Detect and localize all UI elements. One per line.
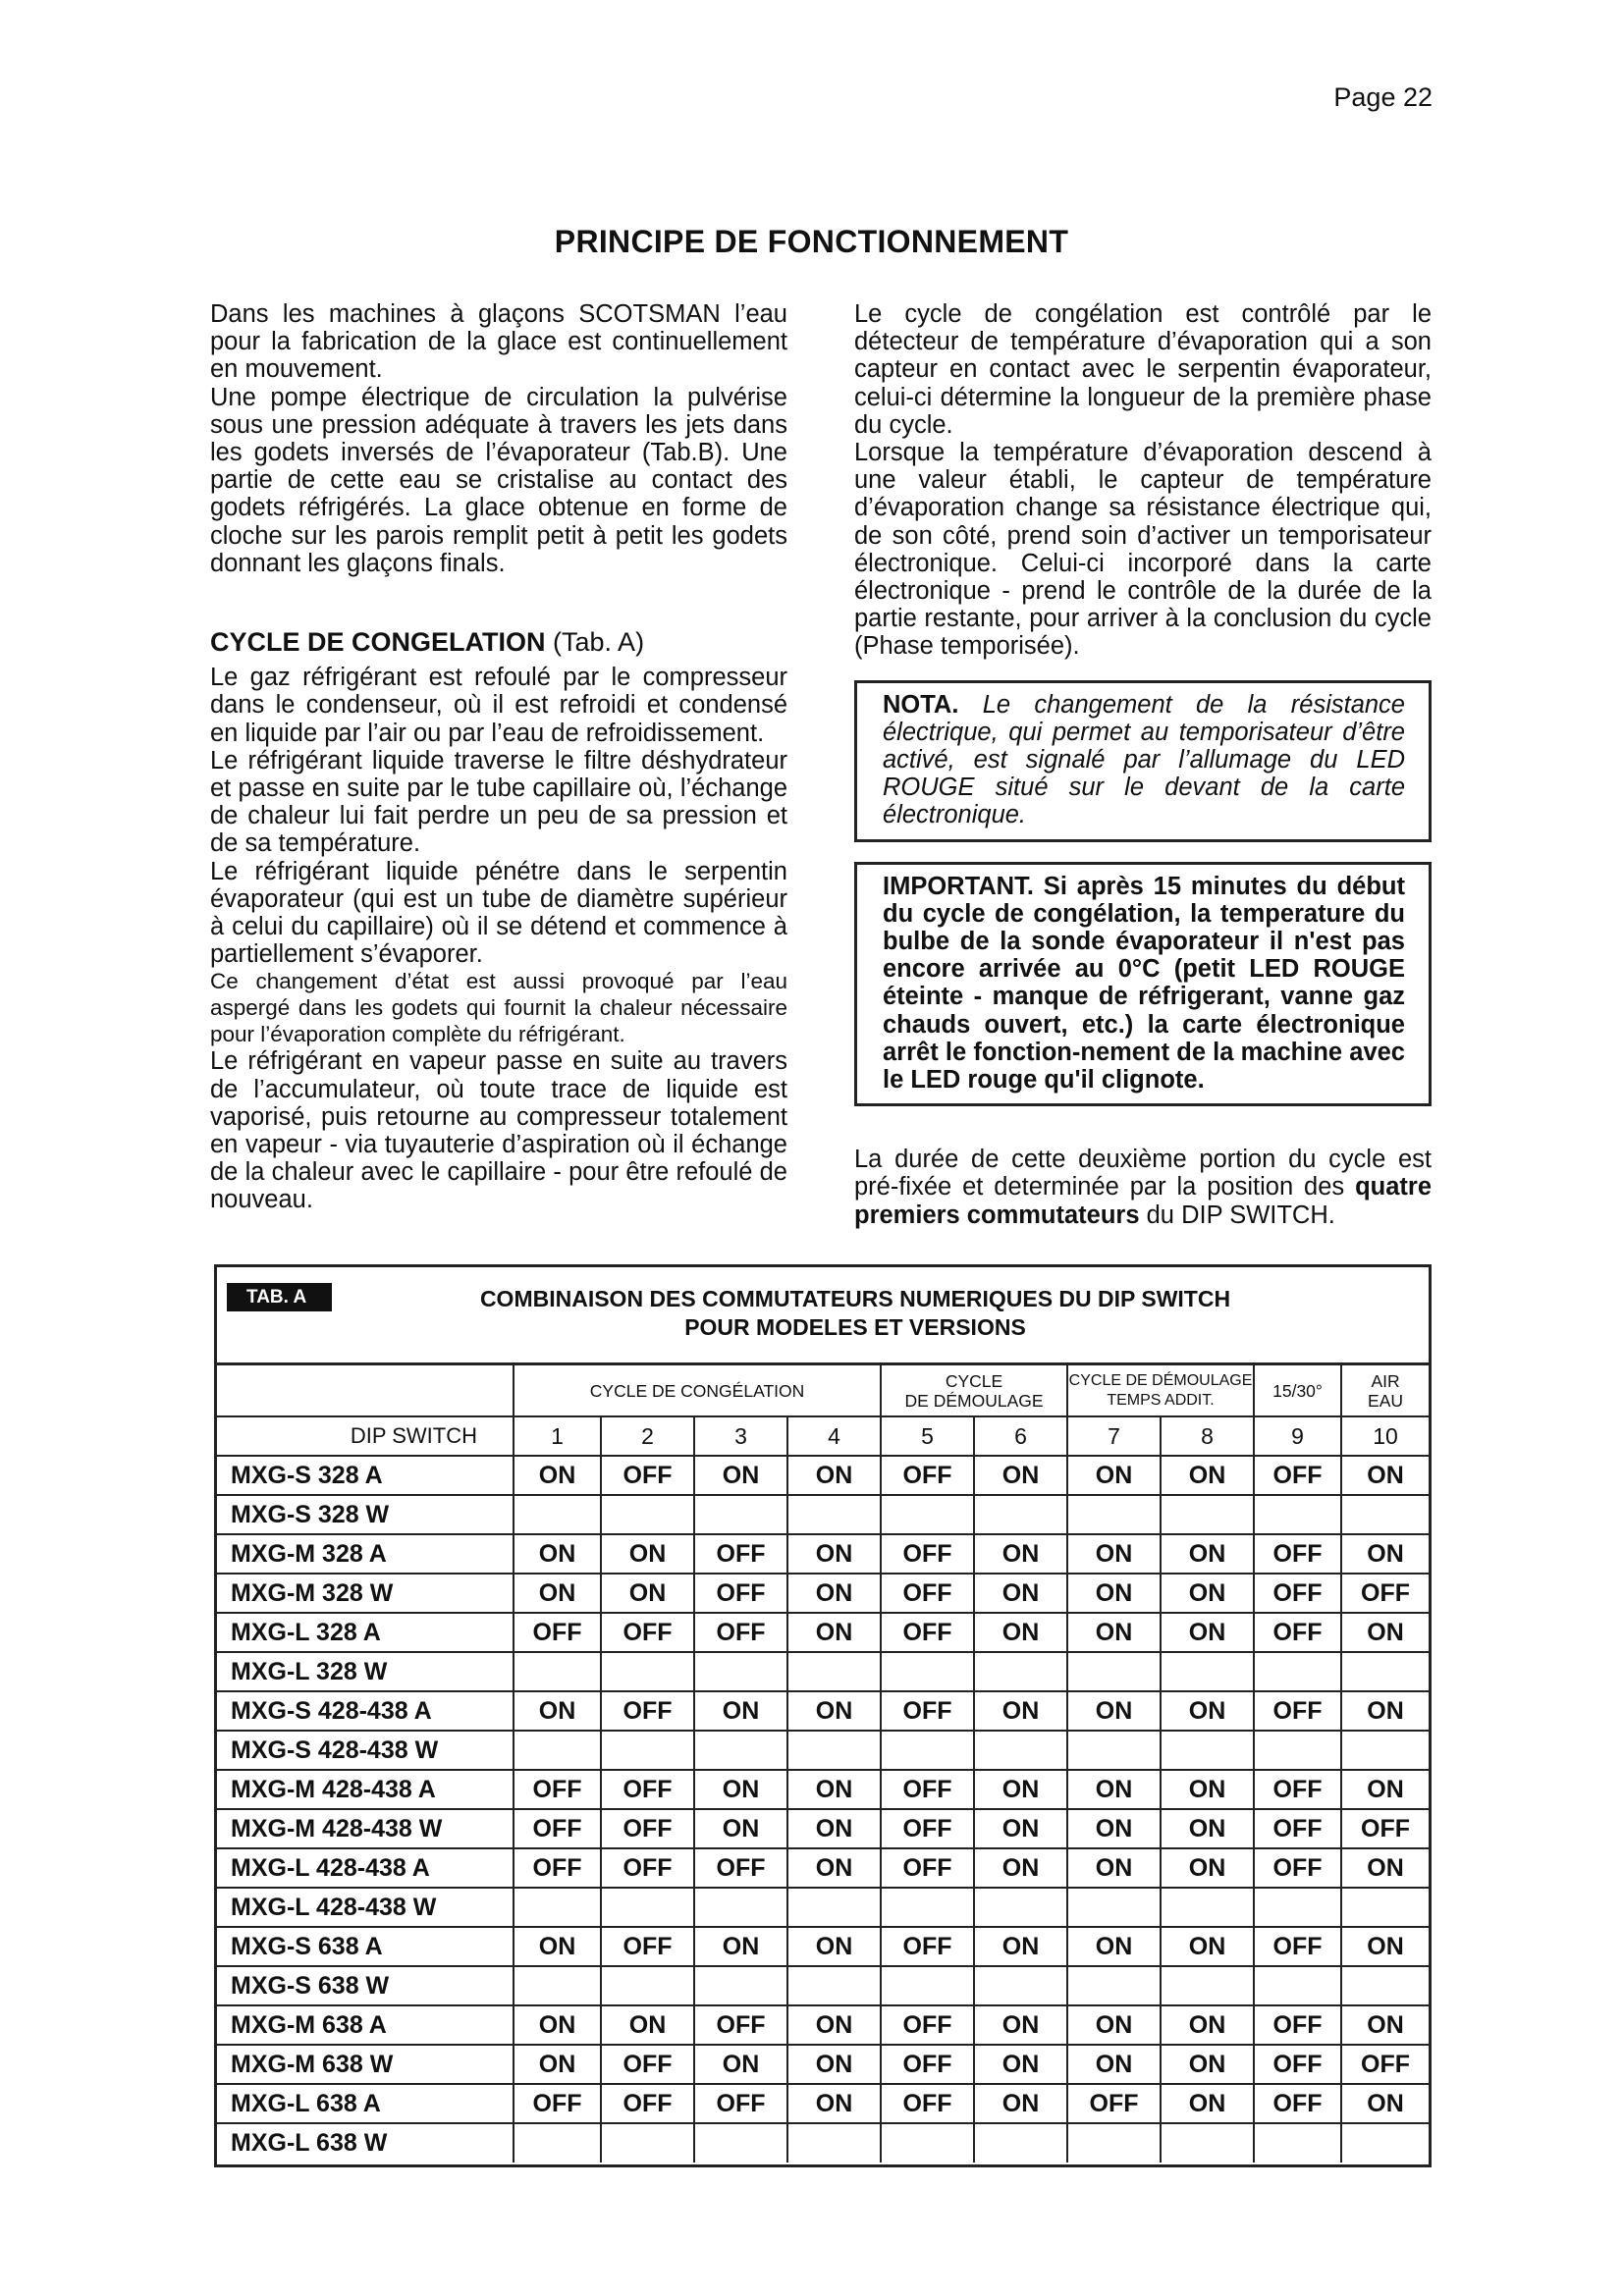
switch-value: OFF xyxy=(1254,2005,1341,2045)
switch-value: ON xyxy=(1067,1848,1161,1888)
switch-value: ON xyxy=(1067,2005,1161,2045)
switch-value: OFF xyxy=(1341,1809,1429,1848)
model-name: MXG-M 638 A xyxy=(217,2005,514,2045)
switch-value: OFF xyxy=(1254,1770,1341,1809)
switch-value: OFF xyxy=(601,1927,694,1966)
switch-value: OFF xyxy=(601,1848,694,1888)
switch-value xyxy=(1341,2123,1429,2163)
vapour-paragraph: Le réfrigérant en vapeur passe en suite au travers de l’accumulateur, où toute trace de liquide est vaporisé, puis retourne au compresseur totalement en vapeur - via tuyauterie d’aspiration où il échange de la chaleur avec le capillaire - pour être refoulé de nouveau. xyxy=(210,1047,787,1214)
switch-value: OFF xyxy=(881,1613,974,1652)
switch-value: ON xyxy=(1161,2045,1254,2084)
switch-value: ON xyxy=(974,2084,1067,2123)
switch-value xyxy=(974,2123,1067,2163)
model-name: MXG-M 328 A xyxy=(217,1534,514,1574)
switch-value xyxy=(1341,1731,1429,1770)
switch-value: ON xyxy=(694,1809,787,1848)
section-heading-bold: CYCLE DE CONGELATION xyxy=(210,627,546,658)
group-congelation: CYCLE DE CONGÉLATION xyxy=(514,1365,881,1416)
state-change-paragraph: Ce changement d’état est aussi provoqué par l’eau aspergé dans les godets qui fournit la chaleur nécessaire pour l’évaporation complète du réfrigérant. xyxy=(210,969,787,1047)
switch-value xyxy=(601,1888,694,1927)
switch-value: OFF xyxy=(601,2084,694,2123)
switch-value: OFF xyxy=(694,1534,787,1574)
switch-value: OFF xyxy=(1254,2084,1341,2123)
switch-value: ON xyxy=(694,1927,787,1966)
switch-value: OFF xyxy=(1254,1574,1341,1613)
switch-value: ON xyxy=(514,1927,601,1966)
page-title: PRINCIPE DE FONCTIONNEMENT xyxy=(554,224,1069,259)
switch-value xyxy=(1161,1652,1254,1691)
section-heading-ref: (Tab. A) xyxy=(545,627,645,658)
switch-value: ON xyxy=(1067,1927,1161,1966)
nota-label: NOTA. xyxy=(883,690,959,719)
switch-value xyxy=(514,2123,601,2163)
duration-paragraph xyxy=(854,1146,1432,1229)
switch-value: OFF xyxy=(694,2084,787,2123)
switch-value: ON xyxy=(1067,2045,1161,2084)
switch-value: OFF xyxy=(601,1691,694,1731)
switch-value: OFF xyxy=(881,2005,974,2045)
switch-value: OFF xyxy=(1254,2045,1341,2084)
model-name: MXG-M 638 W xyxy=(217,2045,514,2084)
table-row xyxy=(217,1534,1429,1574)
switch-value: ON xyxy=(1161,2005,1254,2045)
switch-value xyxy=(1341,1495,1429,1534)
switch-value: ON xyxy=(974,1927,1067,1966)
switch-value: ON xyxy=(974,2005,1067,2045)
switch-value xyxy=(1161,1731,1254,1770)
switch-value: ON xyxy=(514,1691,601,1731)
switch-value: OFF xyxy=(514,1770,601,1809)
duration-text: La durée de cette deuxième portion du cycle est pré-fixée et determinée par la position des xyxy=(854,1146,1432,1201)
switch-number: 1 xyxy=(514,1416,601,1456)
model-name: MXG-L 328 W xyxy=(217,1652,514,1691)
switch-value xyxy=(787,1731,881,1770)
table-row xyxy=(217,2005,1429,2045)
switch-value: OFF xyxy=(601,1456,694,1495)
switch-value: ON xyxy=(601,1534,694,1574)
switch-value: ON xyxy=(601,1574,694,1613)
switch-value xyxy=(974,1888,1067,1927)
switch-value: OFF xyxy=(694,1848,787,1888)
switch-value xyxy=(694,1731,787,1770)
switch-value: ON xyxy=(694,1770,787,1809)
switch-value: OFF xyxy=(881,1809,974,1848)
switch-value: ON xyxy=(1341,1691,1429,1731)
group-15-30: 15/30° xyxy=(1254,1365,1341,1416)
switch-value: ON xyxy=(787,1927,881,1966)
duration-end-text: du DIP SWITCH. xyxy=(1139,1201,1335,1229)
switch-value xyxy=(881,1731,974,1770)
switch-value: ON xyxy=(694,2045,787,2084)
switch-value: ON xyxy=(514,1574,601,1613)
switch-value: ON xyxy=(787,1534,881,1574)
table-tag: TAB. A xyxy=(227,1283,332,1311)
switch-value: ON xyxy=(787,1613,881,1652)
switch-value: OFF xyxy=(881,2084,974,2123)
model-name: MXG-L 328 A xyxy=(217,1613,514,1652)
switch-value: OFF xyxy=(881,1691,974,1731)
switch-value xyxy=(1067,1966,1161,2005)
gas-paragraph: Le gaz réfrigérant est refoulé par le compresseur dans le condenseur, où il est refroidi et condensé en liquide par l’air ou par l’eau de refroidissement. xyxy=(210,664,787,747)
switch-value xyxy=(1067,1495,1161,1534)
group-temps-addit: CYCLE DE DÉMOULAGE TEMPS ADDIT. xyxy=(1067,1365,1254,1416)
liquid-paragraph: Le réfrigérant liquide traverse le filtre déshydrateur et passe en suite par le tube capillaire où, l’échange de chaleur lui fait perdre un peu de sa pression et de sa température. xyxy=(210,746,787,858)
switch-value: ON xyxy=(787,2084,881,2123)
model-name: MXG-S 428-438 A xyxy=(217,1691,514,1731)
model-name: MXG-S 638 W xyxy=(217,1966,514,2005)
switch-value: ON xyxy=(1161,1574,1254,1613)
switch-value: ON xyxy=(1161,1534,1254,1574)
switch-value: ON xyxy=(1341,1927,1429,1966)
switch-value: ON xyxy=(1341,2005,1429,2045)
model-name: MXG-S 328 A xyxy=(217,1456,514,1495)
table-row xyxy=(217,1770,1429,1809)
left-column xyxy=(210,300,787,1214)
page-number: Page 22 xyxy=(1333,82,1433,112)
switch-value: OFF xyxy=(514,2084,601,2123)
switch-value: OFF xyxy=(1254,1534,1341,1574)
switch-value xyxy=(787,1888,881,1927)
switch-value xyxy=(1254,1888,1341,1927)
switch-value xyxy=(787,1966,881,2005)
switch-value xyxy=(974,1731,1067,1770)
switch-value xyxy=(514,1966,601,2005)
switch-value: ON xyxy=(1341,2084,1429,2123)
switch-value: ON xyxy=(1161,2084,1254,2123)
switch-value: ON xyxy=(694,1456,787,1495)
table-row xyxy=(217,1691,1429,1731)
switch-value xyxy=(694,2123,787,2163)
group-demoulage: CYCLE DE DÉMOULAGE xyxy=(881,1365,1067,1416)
switch-value: ON xyxy=(514,2005,601,2045)
switch-value: ON xyxy=(787,1691,881,1731)
switch-value: ON xyxy=(787,2045,881,2084)
table-row xyxy=(217,1495,1429,1534)
switch-value: OFF xyxy=(514,1613,601,1652)
switch-value xyxy=(694,1966,787,2005)
table-title-line2: POUR MODELES ET VERSIONS xyxy=(684,1314,1026,1340)
switch-value xyxy=(601,1652,694,1691)
switch-value: ON xyxy=(787,1770,881,1809)
switch-value: OFF xyxy=(1254,1848,1341,1888)
switch-value xyxy=(694,1888,787,1927)
important-box: IMPORTANT. Si après 15 minutes du début du cycle de congélation, la temperature du bulbe de la sonde évaporateur il n'est pas encore arrivée au 0°C (petit LED ROUGE éteinte - manque de réfrigerant, vanne gaz chauds ouvert, etc.) la carte électronique arrêt le fonction-nement de la machine avec le LED rouge qu'il clignote. xyxy=(854,862,1432,1107)
switch-value xyxy=(1161,1966,1254,2005)
switch-value: OFF xyxy=(1254,1809,1341,1848)
switch-value: OFF xyxy=(1254,1691,1341,1731)
switch-value: OFF xyxy=(694,1613,787,1652)
switch-value: ON xyxy=(1067,1691,1161,1731)
switch-value: ON xyxy=(1067,1456,1161,1495)
switch-value: ON xyxy=(1067,1809,1161,1848)
switch-value xyxy=(881,2123,974,2163)
switch-value xyxy=(787,1652,881,1691)
switch-value xyxy=(601,1731,694,1770)
switch-number: 10 xyxy=(1341,1416,1429,1456)
switch-value: ON xyxy=(1341,1770,1429,1809)
table-header xyxy=(217,1267,1429,1365)
switch-value: ON xyxy=(787,1574,881,1613)
temperature-paragraph: Lorsque la température d’évaporation descend à une valeur établi, le capteur de température d’évaporation change sa résistance électrique qui, de son côté, prend soin d’activer un temporisateur électronique. Celui-ci incorporé dans la carte électronique - prend le contrôle de la durée de la partie restante, pour arriver à la conclusion du cycle (Phase temporisée). xyxy=(854,439,1432,661)
model-name: MXG-M 428-438 W xyxy=(217,1809,514,1848)
table-row xyxy=(217,1927,1429,1966)
switch-value: OFF xyxy=(514,1848,601,1888)
switch-value: ON xyxy=(601,2005,694,2045)
switch-value: OFF xyxy=(694,2005,787,2045)
table-row xyxy=(217,2045,1429,2084)
control-paragraph: Le cycle de congélation est contrôlé par le détecteur de température d’évaporation qui a son capteur en contact avec le serpentin évaporateur, celui-ci détermine la longueur de la première phase du cycle. xyxy=(854,300,1432,439)
table-row xyxy=(217,1652,1429,1691)
switch-value xyxy=(881,1495,974,1534)
switch-value xyxy=(1161,1888,1254,1927)
switch-value: OFF xyxy=(1254,1613,1341,1652)
switch-value xyxy=(881,1888,974,1927)
switch-value: ON xyxy=(1161,1770,1254,1809)
section-heading xyxy=(210,628,787,656)
switch-value: ON xyxy=(514,1534,601,1574)
table-row xyxy=(217,2123,1429,2163)
nota-text: Le changement de la résistance électrique, qui permet au temporisateur d’être activé, est signalé par l’allumage du LED ROUGE situé sur le devant de la carte électronique. xyxy=(883,690,1405,829)
switch-value: ON xyxy=(974,2045,1067,2084)
switch-value: ON xyxy=(1067,1534,1161,1574)
table-row xyxy=(217,1848,1429,1888)
group-header-row xyxy=(217,1365,1429,1416)
switch-number: 5 xyxy=(881,1416,974,1456)
switch-value xyxy=(974,1495,1067,1534)
right-column xyxy=(854,300,1432,1229)
switch-number: 3 xyxy=(694,1416,787,1456)
switch-value xyxy=(1254,2123,1341,2163)
switch-value: ON xyxy=(974,1534,1067,1574)
switch-number-row xyxy=(217,1416,1429,1456)
switch-value: ON xyxy=(974,1456,1067,1495)
switch-value: ON xyxy=(1161,1691,1254,1731)
table-title xyxy=(413,1285,1297,1342)
switch-value: OFF xyxy=(1254,1927,1341,1966)
model-name: MXG-M 328 W xyxy=(217,1574,514,1613)
switch-value: OFF xyxy=(1341,1574,1429,1613)
switch-value xyxy=(1067,2123,1161,2163)
switch-value xyxy=(974,1966,1067,2005)
model-name: MXG-L 638 W xyxy=(217,2123,514,2163)
switch-value: ON xyxy=(1341,1613,1429,1652)
switch-value xyxy=(881,1966,974,2005)
table-row xyxy=(217,2084,1429,2123)
switch-value xyxy=(787,1495,881,1534)
dip-switch-label: DIP SWITCH xyxy=(217,1416,514,1456)
table-row xyxy=(217,1613,1429,1652)
duration-bold-text: quatre premiers commutateurs xyxy=(854,1173,1432,1229)
switch-value xyxy=(514,1731,601,1770)
switch-value: ON xyxy=(974,1848,1067,1888)
table-row xyxy=(217,1809,1429,1848)
switch-value xyxy=(1161,2123,1254,2163)
switch-value: ON xyxy=(787,2005,881,2045)
switch-value xyxy=(1254,1731,1341,1770)
switch-number: 9 xyxy=(1254,1416,1341,1456)
switch-value: ON xyxy=(1161,1848,1254,1888)
table-row xyxy=(217,1574,1429,1613)
switch-value: ON xyxy=(1161,1927,1254,1966)
switch-value xyxy=(1254,1495,1341,1534)
dip-switch-table xyxy=(214,1264,1432,2167)
pump-paragraph: Une pompe électrique de circulation la pulvérise sous une pression adéquate à travers les jets dans les godets inversés de l’évaporateur (Tab.B). Une partie de cette eau se cristalise au contact des godets réfrigérés. La glace obtenue en forme de cloche sur les parois remplit petit à petit les godets donnant les glaçons finals. xyxy=(210,383,787,577)
switch-value xyxy=(694,1652,787,1691)
switch-value: OFF xyxy=(601,1770,694,1809)
switch-value: OFF xyxy=(1341,2045,1429,2084)
switch-value: OFF xyxy=(881,1770,974,1809)
switch-value xyxy=(1341,1888,1429,1927)
switch-value: ON xyxy=(694,1691,787,1731)
intro-paragraph: Dans les machines à glaçons SCOTSMAN l’eau pour la fabrication de la glace est continuellement en mouvement. xyxy=(210,300,787,384)
switch-value: OFF xyxy=(601,1809,694,1848)
switch-value: OFF xyxy=(1067,2084,1161,2123)
model-name: MXG-S 428-438 W xyxy=(217,1731,514,1770)
dip-switch-grid xyxy=(217,1365,1429,2163)
switch-value: ON xyxy=(514,1456,601,1495)
switch-value xyxy=(1067,1731,1161,1770)
switch-number: 8 xyxy=(1161,1416,1254,1456)
switch-value xyxy=(1254,1966,1341,2005)
switch-value xyxy=(601,1495,694,1534)
switch-value: ON xyxy=(787,1456,881,1495)
nota-box xyxy=(854,680,1432,842)
switch-value xyxy=(514,1495,601,1534)
switch-value: OFF xyxy=(514,1809,601,1848)
switch-value xyxy=(601,1966,694,2005)
switch-value xyxy=(1341,1652,1429,1691)
switch-number: 4 xyxy=(787,1416,881,1456)
switch-value: ON xyxy=(514,2045,601,2084)
switch-number: 2 xyxy=(601,1416,694,1456)
table-row xyxy=(217,1731,1429,1770)
switch-value: OFF xyxy=(881,1574,974,1613)
switch-value: OFF xyxy=(881,1848,974,1888)
table-row xyxy=(217,1888,1429,1927)
switch-value: ON xyxy=(1067,1613,1161,1652)
switch-value: OFF xyxy=(881,1456,974,1495)
switch-value xyxy=(1067,1652,1161,1691)
switch-value xyxy=(1254,1652,1341,1691)
switch-value: ON xyxy=(974,1691,1067,1731)
switch-value: ON xyxy=(974,1770,1067,1809)
model-name: MXG-L 428-438 A xyxy=(217,1848,514,1888)
table-row xyxy=(217,1966,1429,2005)
switch-value: ON xyxy=(1161,1613,1254,1652)
switch-value: ON xyxy=(1341,1848,1429,1888)
model-name: MXG-L 638 A xyxy=(217,2084,514,2123)
table-title-line1: COMBINAISON DES COMMUTATEURS NUMERIQUES DU DIP SWITCH xyxy=(479,1286,1231,1311)
switch-value: ON xyxy=(1067,1770,1161,1809)
switch-value: ON xyxy=(974,1574,1067,1613)
switch-value: OFF xyxy=(881,1927,974,1966)
model-name: MXG-S 638 A xyxy=(217,1927,514,1966)
switch-value: ON xyxy=(1341,1534,1429,1574)
switch-value xyxy=(694,1495,787,1534)
switch-value: ON xyxy=(1341,1456,1429,1495)
switch-value: OFF xyxy=(881,1534,974,1574)
switch-value: ON xyxy=(974,1809,1067,1848)
switch-value: ON xyxy=(1161,1809,1254,1848)
switch-value: ON xyxy=(1067,1574,1161,1613)
switch-value: OFF xyxy=(1254,1456,1341,1495)
switch-value: OFF xyxy=(881,2045,974,2084)
switch-value xyxy=(1161,1495,1254,1534)
switch-value xyxy=(881,1652,974,1691)
switch-number: 7 xyxy=(1067,1416,1161,1456)
switch-value: ON xyxy=(974,1613,1067,1652)
switch-value: OFF xyxy=(694,1574,787,1613)
switch-value xyxy=(1067,1888,1161,1927)
model-name: MXG-M 428-438 A xyxy=(217,1770,514,1809)
switch-value xyxy=(601,2123,694,2163)
group-air-eau: AIR EAU xyxy=(1341,1365,1429,1416)
switch-value: ON xyxy=(787,1848,881,1888)
switch-value xyxy=(974,1652,1067,1691)
switch-value: ON xyxy=(1161,1456,1254,1495)
switch-value: OFF xyxy=(601,2045,694,2084)
model-name: MXG-S 328 W xyxy=(217,1495,514,1534)
switch-value xyxy=(514,1652,601,1691)
switch-value xyxy=(514,1888,601,1927)
switch-value xyxy=(787,2123,881,2163)
table-row xyxy=(217,1456,1429,1495)
switch-number: 6 xyxy=(974,1416,1067,1456)
switch-value: ON xyxy=(787,1809,881,1848)
evaporator-paragraph: Le réfrigérant liquide pénétre dans le serpentin évaporateur (qui est un tube de diamètre supérieur à celui du capillaire) où il se détend et commence à partiellement s’évaporer. xyxy=(210,857,787,969)
switch-value xyxy=(1341,1966,1429,2005)
switch-value: OFF xyxy=(601,1613,694,1652)
model-name: MXG-L 428-438 W xyxy=(217,1888,514,1927)
